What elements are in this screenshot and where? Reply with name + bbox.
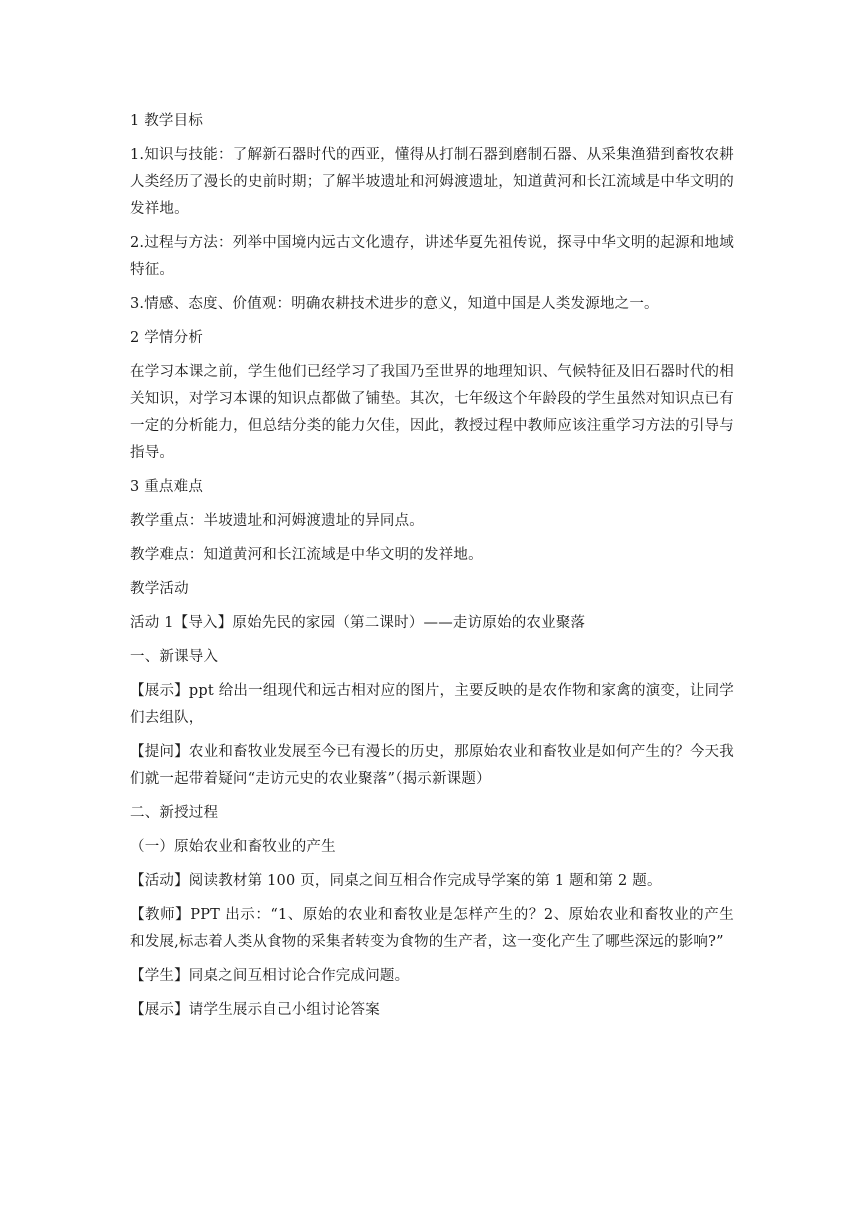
paragraph-knowledge-skills: 1.知识与技能：了解新石器时代的西亚，懂得从打制石器到磨制石器、从采集渔猎到畜牧农耕人类经历了漫长的史前时期；了解半坡遗址和河姆渡遗址，知道黄河和长江流域是中华文明的发祥地。 [130, 147, 734, 217]
heading-new-lesson-intro: 一、新课导入 [130, 649, 219, 665]
paragraph-show-ppt: 【展示】ppt 给出一组现代和远古相对应的图片，主要反映的是农作物和家禽的演变，让同学们去组队， [130, 683, 734, 726]
paragraph-student-analysis: 在学习本课之前，学生他们已经学习了我国乃至世界的地理知识、气候特征及旧石器时代的相关知识，对学习本课的知识点都做了铺垫。其次，七年级这个年龄段的学生虽然对知识点已有一定的分析能力，但总结分类的能力欠佳，因此，教授过程中教师应该注重学习方法的引导与指导。 [130, 364, 734, 461]
paragraph-emotion-values: 3.情感、态度、价值观：明确农耕技术进步的意义，知道中国是人类发源地之一。 [130, 296, 659, 312]
heading-new-teaching-process: 二、新授过程 [130, 805, 219, 821]
heading-teaching-objectives: 1 教学目标 [130, 113, 204, 129]
paragraph-show-answers: 【展示】请学生展示自己小组讨论答案 [130, 1002, 380, 1018]
paragraph-students: 【学生】同桌之间互相讨论合作完成问题。 [130, 968, 410, 984]
heading-student-analysis: 2 学情分析 [130, 330, 204, 346]
paragraph-process-method: 2.过程与方法：列举中国境内远古文化遗存，讲述华夏先祖传说，探寻中华文明的起源和地域特征。 [130, 235, 734, 278]
document-page [130, 108, 734, 1031]
heading-key-difficulties: 3 重点难点 [130, 479, 204, 495]
paragraph-activity-1: 活动 1【导入】原始先民的家园（第二课时）——走访原始的农业聚落 [130, 615, 586, 631]
paragraph-teacher-ppt: 【教师】PPT 出示：“1、原始的农业和畜牧业是怎样产生的？2、原始农业和畜牧业的产生和发展,标志着人类从食物的采集者转变为食物的生产者，这一变化产生了哪些深远的影响?” [130, 907, 734, 950]
paragraph-activity-reading: 【活动】阅读教材第 100 页，同桌之间互相合作完成导学案的第 1 题和第 2 题。 [130, 873, 662, 889]
paragraph-key-point: 教学重点：半坡遗址和河姆渡遗址的异同点。 [130, 513, 424, 529]
paragraph-difficulty: 教学难点：知道黄河和长江流域是中华文明的发祥地。 [130, 547, 483, 563]
heading-origin-agriculture: （一）原始农业和畜牧业的产生 [130, 839, 336, 855]
heading-teaching-activities: 教学活动 [130, 581, 189, 597]
paragraph-question: 【提问】农业和畜牧业发展至今已有漫长的历史，那原始农业和畜牧业是如何产生的？今天我们就一起带着疑问“走访元史的农业聚落”（揭示新课题） [130, 744, 734, 787]
